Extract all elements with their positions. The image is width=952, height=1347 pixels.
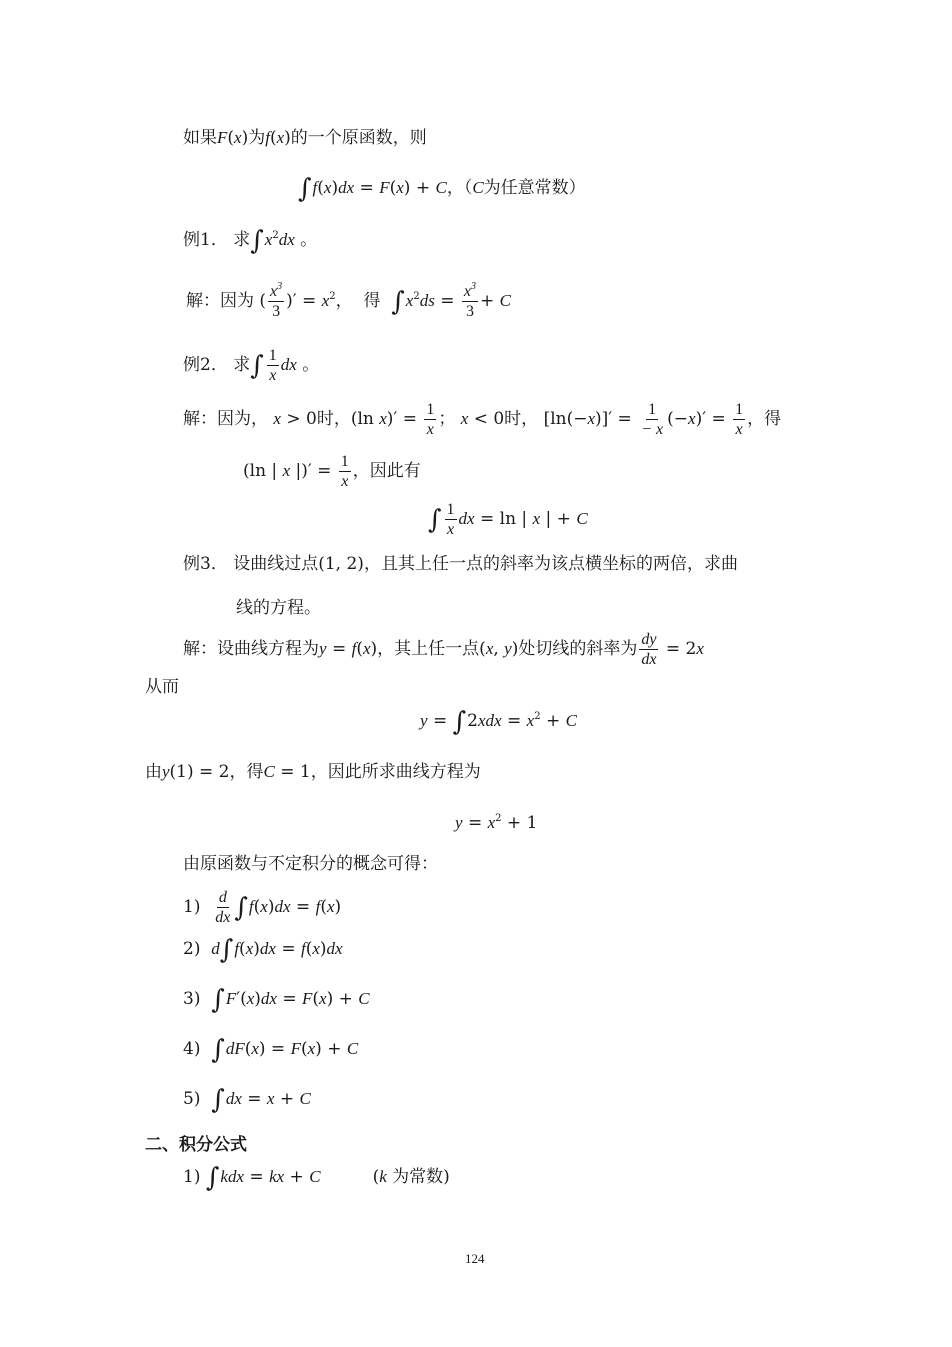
example3-question-cont: 线的方程。 bbox=[236, 598, 321, 618]
example3-condition: 由y(1) = 2，得C = 1，因此所求曲线方程为 bbox=[145, 762, 481, 782]
example3-integral: $y = \int 2xdx = x^2 + C$ bbox=[420, 707, 577, 737]
example1-solution: 解：因为 ( $\frac{x^3}{3}$ )′ = $x^2$， 得 $\int x^2ds$ = $\frac{x^3}{3}$ + C bbox=[186, 281, 512, 320]
property-3: 3) ∫F′(x)dx = F(x) + C bbox=[183, 985, 370, 1015]
example2-result: ∫ $\frac{1}{x}$ dx = ln | x | + C bbox=[428, 501, 588, 538]
therefore-line: 从而 bbox=[145, 677, 179, 697]
property-4: 4) ∫dF(x) = F(x) + C bbox=[183, 1035, 359, 1065]
properties-intro: 由原函数与不定积分的概念可得： bbox=[183, 854, 438, 874]
example3-solution: 解：设曲线方程为y = f(x)，其上任一点(x, y)处切线的斜率为 $\frac{dy}{dx}$ = 2x bbox=[183, 631, 704, 668]
page-number: 124 bbox=[465, 1251, 485, 1266]
property-1: 1) $\frac{d}{dx}$ ∫f(x)dx = f(x) bbox=[183, 889, 342, 926]
example2-question: 例2． 求∫ $\frac{1}{x}$ dx 。 bbox=[183, 347, 320, 384]
definition-formula: ∫f(x)dx = F(x) + C，（C为任意常数） bbox=[298, 174, 586, 204]
section-heading: 二、积分公式 bbox=[145, 1135, 247, 1155]
example3-question: 例3． 设曲线过点(1, 2)，且其上任一点的斜率为该点横坐标的两倍，求曲 bbox=[183, 554, 738, 574]
example1-question: 例1． 求$\int x^2dx$ 。 bbox=[183, 226, 318, 256]
formula-1: 1) ∫kdx = kx + C (k 为常数) bbox=[183, 1163, 450, 1193]
example3-answer: $y = x^2 + 1$ bbox=[455, 813, 538, 833]
property-5: 5) ∫dx = x + C bbox=[183, 1085, 311, 1115]
example2-abs-derivative: (ln | x |)′ = $\frac{1}{x}$ ，因此有 bbox=[243, 453, 421, 490]
property-2: 2) d∫f(x)dx = f(x)dx bbox=[183, 935, 343, 965]
intro-line: 如果F(x)为f(x)的一个原函数，则 bbox=[183, 128, 427, 148]
example2-solution: 解：因为， x > 0时，(ln x)′ = $\frac{1}{x}$ ； x < 0时， [ln(−x)]′ = $\frac{1}{- x}$ (−x)′ = $\frac{1}{x}$ ，得 bbox=[183, 401, 782, 438]
